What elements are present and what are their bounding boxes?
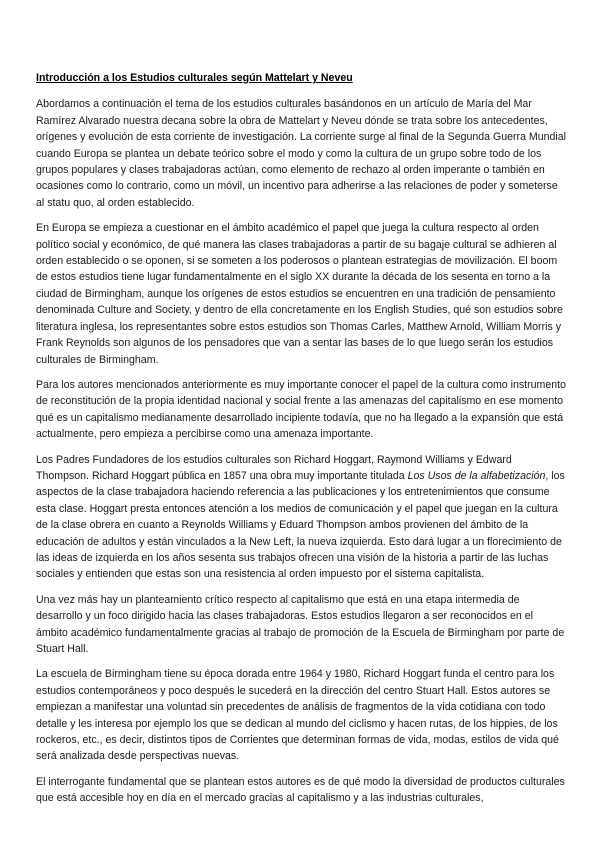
paragraph-authors: Para los autores mencionados anteriormente es muy importante conocer el papel de la cultura como instrumento de reconstitución de la propia identidad nacional y social frente a las amenazas del capitalismo en ese momento qué es un capitalismo medianamente desarrollado incipiente todavía, que no ha llegado a la expansión que está actualmente, pero empieza a percibirse como una amenaza importante. [36, 378, 566, 441]
paragraph-founders-before: Los Padres Fundadores de los estudios culturales son Richard Hoggart, Raymond Williams y Edward Thompson. Richard Hoggart pública en 1857 una obra muy importante titulada [36, 453, 512, 482]
paragraph-founders-after: , los aspectos de la clase trabajadora haciendo referencia a las publicaciones y los entretenimientos que consume esta clase. Hoggart presta entonces atención a los medios de comunicación y el papel que juegan en la cultura de la clase obrera en cuanto a Reynolds Williams y Eduard Thompson ambos provienen del ámbito de la educación de adultos y están vinculados a la New Left, la nueva izquierda. Esto dará lugar a un florecimiento de las ideas de izquierda en los años sesenta sus trabajos ofrecen una visión de la historia a partir de las luchas sociales y entienden que estas son una resistencia al orden impuesto por el sistema capitalista. [36, 469, 565, 581]
paragraph-question: El interrogante fundamental que se plantean estos autores es de qué modo la diversidad de productos culturales que está accesible hoy en día en el mercado gracias al capitalismo y a las industrias culturales, [36, 775, 565, 805]
paragraph-birmingham: La escuela de Birmingham tiene su época dorada entre 1964 y 1980, Richard Hoggart funda el centro para los estudios contemporáneos y poco después le sucederá en la dirección del centro Stuart Hall. Estos autores se empiezan a manifestar una voluntad sin precedentes de análisis de fragmentos de la vida cotidiana con todo detalle y les interesa por ejemplo los que se dedican al mundo del ciclismo y hacen rutas, de los hippies, de los rockeros, etc., es decir, distintos tipos de Corrientes que determinan formas de vida, modas, estilos de vida qué será analizada desde perspectivas nuevas. [36, 668, 559, 763]
paragraph-europe: En Europa se empieza a cuestionar en el ámbito académico el papel que juega la cultura respecto al orden político social y económico, de qué manera las clases trabajadoras a partir de su bagaje cultural se adhieren al orden establecido o se oponen, si se someten a los poderosos o plantean estrategias de movilización. El boom de estos estudios tiene lugar fundamentalmente en el siglo XX durante la década de los sesenta en torno a la ciudad de Birmingham, aunque los orígenes de estos estudios se encuentren en una tradición de pensamiento denominada Culture and Society, y dentro de ella concretamente en los English Studies, qué son estudios sobre literatura inglesa, los representantes sobre estos estudios son Thomas Carles, Matthew Arnold, William Morris y Frank Reynolds son algunos de los pensadores que van a sentar las bases de lo que luego serán los estudios culturales de Birmingham. [36, 222, 563, 366]
paragraph-intro: Abordamos a continuación el tema de los estudios culturales basándonos en un artículo de María del Mar Ramírez Alvarado nuestra decana sobre la obra de Mattelart y Neveu dónde se trata sobre los antecedentes, orígenes y evolución de esta corriente de investigación. La corriente surge al final de la Segunda Guerra Mundial cuando Europa se plantea un debate teórico sobre el modo y como la cultura de un grupo sobre todo de los grupos populares y clases trabajadoras actúan, como elemento de rechazo al orden imperante o también en ocasiones como lo contrario, como un móvil, un incentivo para adherirse a las relaciones de poder y someterse al statu quo, al orden establecido. [36, 98, 567, 209]
document-page [36, 70, 566, 816]
paragraph-founders [36, 452, 566, 583]
paragraph-critique: Una vez más hay un planteamiento crítico respecto al capitalismo que está en una etapa intermedia de desarrollo y un foco dirigido hacia las clases trabajadoras. Estos estudios llegaron a ser reconocidos en el ámbito académico fundamentalmente gracias al trabajo de promoción de la Escuela de Birmingham por parte de Stuart Hall. [36, 593, 565, 655]
document-title: Introducción a los Estudios culturales según Mattelart y Neveu [36, 72, 353, 84]
book-title-italic: Los Usos de la alfabetización [407, 469, 546, 482]
